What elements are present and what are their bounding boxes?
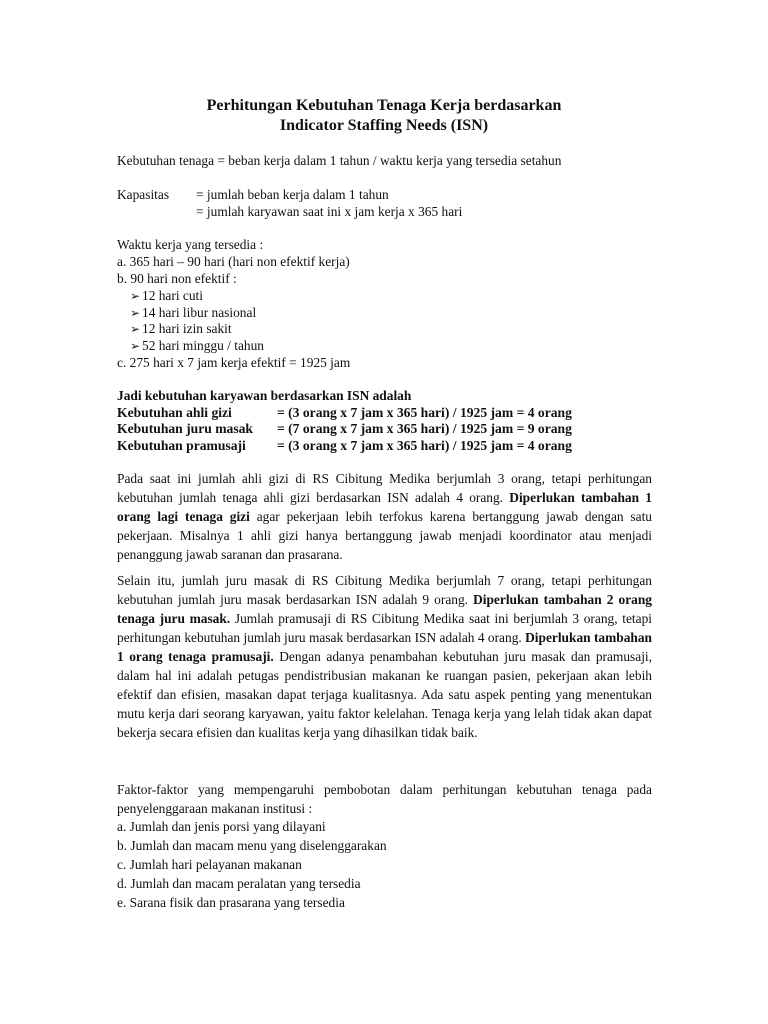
title-line-1: Perhitungan Kebutuhan Tenaga Kerja berdasarkan [206,97,562,114]
isn-heading: Jadi kebutuhan karyawan berdasarkan ISN adalah [117,388,412,403]
factor-item: c. Jumlah hari pelayanan makanan [117,857,302,872]
para2-text-1: Selain itu, jumlah juru masak di RS Cibitung Medika berjumlah 7 orang, tetapi perhitungan kebutuhan jumlah juru masak berdasarkan ISN adalah 9 orang. [117,573,652,607]
waktu-bullet-text: 12 hari izin sakit [142,321,232,336]
paragraph-ahli-gizi [117,469,652,564]
arrow-bullet-icon: ➢ [130,289,141,303]
arrow-bullet-icon: ➢ [130,322,141,336]
waktu-item-a: a. 365 hari – 90 hari (hari non efektif kerja) [117,254,350,269]
factor-item: b. Jumlah dan macam menu yang diselenggarakan [117,838,387,853]
factors-intro [117,780,652,818]
isn-row-label: Kebutuhan ahli gizi [117,405,232,420]
kapasitas-line-1 [117,187,389,204]
arrow-bullet-icon: ➢ [130,339,141,353]
factor-item: a. Jumlah dan jenis porsi yang dilayani [117,819,326,834]
isn-row-label: Kebutuhan juru masak [117,421,253,436]
waktu-bullet [130,305,256,322]
para1-text-2: agar pekerjaan lebih terfokus karena bertanggung jawab dengan satu pekerjaan. Misalnya 1 ahli gizi hanya bertanggung jawab menjadi koordinator atau menjadi penanggung jawab saranan dan prasarana. [117,509,652,562]
waktu-bullet-text: 12 hari cuti [142,288,203,303]
waktu-item-b: b. 90 hari non efektif : [117,271,237,286]
waktu-item-c: c. 275 hari x 7 jam kerja efektif = 1925 jam [117,355,351,370]
kapasitas-label: Kapasitas [117,187,170,202]
waktu-bullet [130,338,264,355]
factor-item: d. Jumlah dan macam peralatan yang tersedia [117,876,361,891]
isn-row [117,438,572,455]
isn-row-label: Kebutuhan pramusaji [117,438,246,453]
isn-row-value: = (7 orang x 7 jam x 365 hari) / 1925 jam = 9 orang [277,421,572,436]
waktu-bullet-text: 52 hari minggu / tahun [142,338,264,353]
isn-row-value: = (3 orang x 7 jam x 365 hari) / 1925 jam = 4 orang [277,438,572,453]
title-line-2: Indicator Staffing Needs (ISN) [279,117,489,134]
waktu-heading: Waktu kerja yang tersedia : [117,237,264,252]
factor-item: e. Sarana fisik dan prasarana yang tersedia [117,895,345,910]
isn-row [117,421,572,438]
isn-row-value: = (3 orang x 7 jam x 365 hari) / 1925 jam = 4 orang [277,405,572,420]
formula-line: Kebutuhan tenaga = beban kerja dalam 1 tahun / waktu kerja yang tersedia setahun [117,153,562,168]
waktu-bullet [130,288,203,305]
para1-text-1: Pada saat ini jumlah ahli gizi di RS Cibitung Medika berjumlah 3 orang, tetapi perhitungan kebutuhan jumlah tenaga ahli gizi berdasarkan ISN adalah 4 orang. [117,471,652,505]
waktu-bullet [130,321,232,338]
para1-bold-1: Diperlukan tambahan 1 orang lagi tenaga gizi [117,490,652,524]
para2-bold-2: Diperlukan tambahan 1 orang tenaga pramusaji. [117,630,652,664]
para2-bold-1: Diperlukan tambahan 2 orang tenaga juru masak. [117,592,652,626]
para2-text-3: Dengan adanya penambahan kebutuhan juru masak dan pramusaji, dalam hal ini adalah petugas pendistribusian makanan ke ruangan pasien, pekerjaan akan lebih efektif dan efisien, masakan dapat terjaga kualitasnya. Ada satu aspek penting yang menentukan mutu kerja dari seorang karyawan, yaitu faktor kelelahan. Tenaga kerja yang lelah tidak akan dapat bekerja secara efisien dan kualitas kerja yang dihasilkan tidak baik. [117,649,652,740]
para2-text-2: Jumlah pramusaji di RS Cibitung Medika saat ini berjumlah 3 orang, tetapi perhitungan kebutuhan jumlah juru masak berdasarkan ISN adalah 4 orang. [117,611,653,645]
arrow-bullet-icon: ➢ [130,306,141,320]
factors-intro-text: Faktor-faktor yang mempengaruhi pembobotan dalam perhitungan kebutuhan tenaga pada penyelenggaraan makanan institusi : [117,782,652,816]
kapasitas-value-2: = jumlah karyawan saat ini x jam kerja x 365 hari [196,204,463,219]
kapasitas-value-1: = jumlah beban kerja dalam 1 tahun [196,187,389,202]
isn-row [117,405,572,422]
paragraph-juru-masak [117,571,652,742]
waktu-bullet-text: 14 hari libur nasional [142,305,257,320]
page-title [0,96,768,136]
